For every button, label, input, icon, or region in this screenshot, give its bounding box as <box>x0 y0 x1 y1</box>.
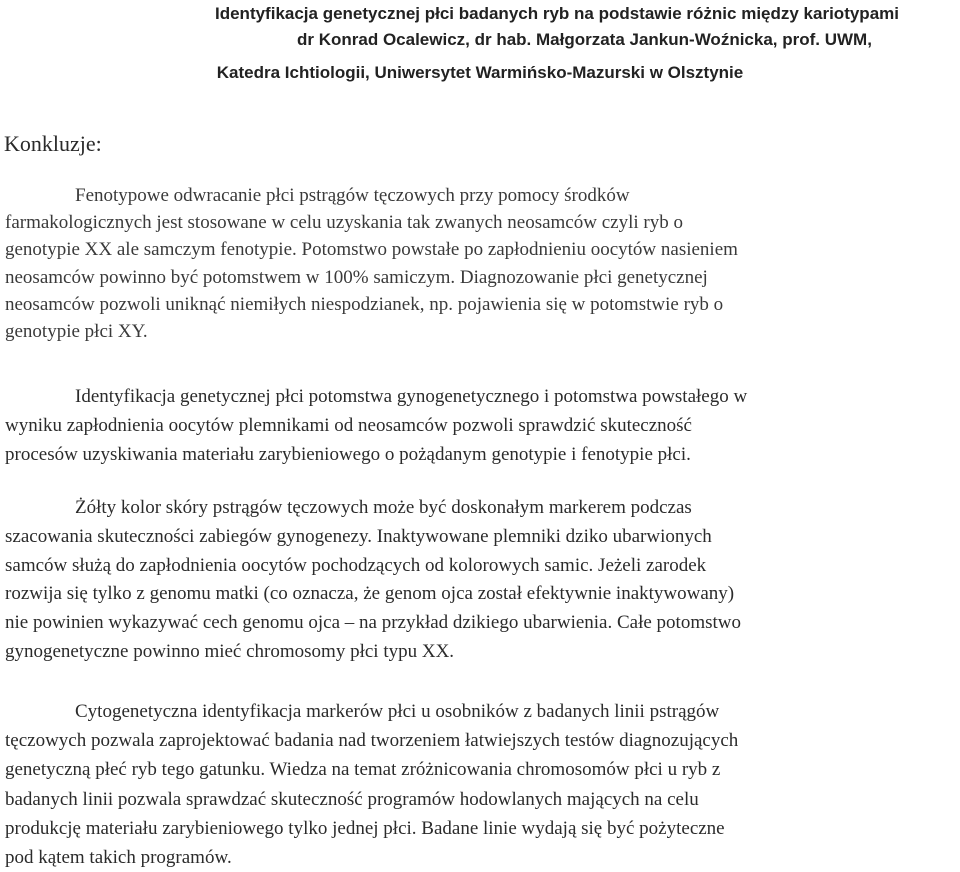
paragraph-line: nie powinien wykazywać cech genomu ojca – na przykład dzikiego ubarwienia. Całe potomstwo <box>5 612 742 634</box>
paragraph-line: pod kątem takich programów. <box>5 847 232 869</box>
paragraph-line: produkcję materiału zarybieniowego tylko jednej płci. Badane linie wydają się być pożyteczne <box>5 817 725 839</box>
paragraph-line: neosamców powinno być potomstwem w 100% samiczym. Diagnozowanie płci genetycznej <box>5 266 708 288</box>
paragraph-3 <box>5 494 955 667</box>
paragraph-4 <box>5 697 955 872</box>
paragraph-1 <box>5 182 955 345</box>
paragraph-line: gynogenetyczne powinno mieć chromosomy płci typu XX. <box>5 640 455 662</box>
paragraph-line: genotypie XX ale samczym fenotypie. Potomstwo powstałe po zapłodnieniu oocytów nasieniem <box>5 239 738 261</box>
paragraph-line: badanych linii pozwala sprawdzać skuteczność programów hodowlanych mających na celu <box>5 788 699 810</box>
authors-line: dr Konrad Ocalewicz, dr hab. Małgorzata Jankun-Woźnicka, prof. UWM, <box>297 30 872 49</box>
document-title: Identyfikacja genetycznej płci badanych ryb na podstawie różnic między kariotypami <box>215 4 899 23</box>
section-heading: Konkluzje: <box>4 131 102 156</box>
paragraph-line: szacowania skuteczności zabiegów gynogenezy. Inaktywowane plemniki dziko ubarwionych <box>5 525 712 547</box>
paragraph-line: wyniku zapłodnienia oocytów plemnikami od neosamców pozwoli sprawdzić skuteczność <box>5 415 692 436</box>
paragraph-line: Cytogenetyczna identyfikacja markerów płci u osobników z badanych linii pstrągów <box>75 701 720 722</box>
paragraph-line: Identyfikacja genetycznej płci potomstwa gynogenetycznego i potomstwa powstałego w <box>75 386 748 407</box>
paragraph-line: Żółty kolor skóry pstrągów tęczowych może być doskonałym markerem podczas <box>75 497 692 518</box>
paragraph-line: tęczowych pozwala zaprojektować badania nad tworzeniem łatwiejszych testów diagnozujących <box>5 730 739 752</box>
paragraph-line: genetyczną płeć ryb tego gatunku. Wiedza na temat zróżnicowania chromosomów płci u ryb z <box>5 759 721 781</box>
paragraph-line: samców służą do zapłodnienia oocytów pochodzących od kolorowych samic. Jeżeli zarodek <box>5 554 707 576</box>
paragraph-line: genotypie płci XY. <box>5 321 148 343</box>
paragraph-2 <box>5 382 955 469</box>
paragraph-line: Fenotypowe odwracanie płci pstrągów tęczowych przy pomocy środków <box>75 185 630 206</box>
paragraph-line: farmakologicznych jest stosowane w celu uzyskania tak zwanych neosamców czyli ryb o <box>5 212 683 234</box>
affiliation-line: Katedra Ichtiologii, Uniwersytet Warmińsko-Mazurski w Olsztynie <box>216 63 744 82</box>
paragraph-line: neosamców pozwoli uniknąć niemiłych niespodzianek, np. pojawienia się w potomstwie ryb o <box>5 293 724 315</box>
paragraph-line: rozwija się tylko z genomu matki (co oznacza, że genom ojca został efektywnie inaktywowany) <box>5 583 735 605</box>
paragraph-line: procesów uzyskiwania materiału zarybieniowego o pożądanym genotypie i fenotypie płci. <box>5 444 691 465</box>
